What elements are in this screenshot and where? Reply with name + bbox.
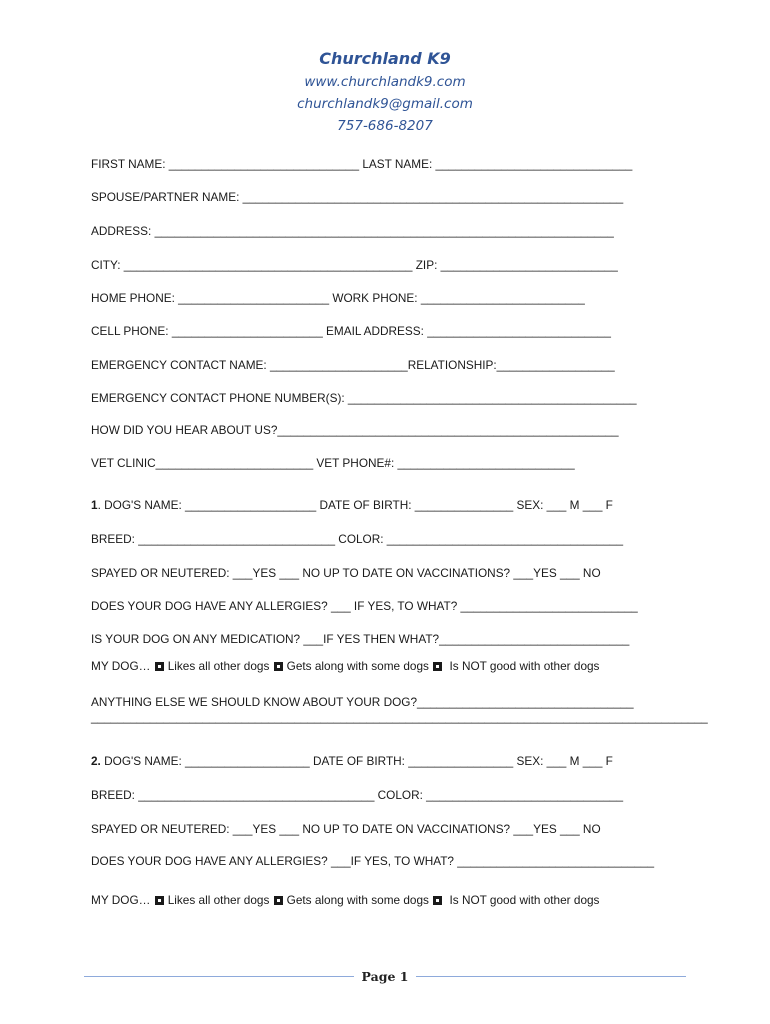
first-last-name-line[interactable]: FIRST NAME: _____________________________ LAST NAME: ______________________________	[91, 157, 633, 171]
cell-email-line[interactable]: CELL PHONE: _______________________ EMAIL ADDRESS: ____________________________	[91, 324, 611, 338]
dog1-medication-line[interactable]: IS YOUR DOG ON ANY MEDICATION? ___IF YES THEN WHAT?_____________________________	[91, 632, 630, 646]
emergency-phone-line[interactable]: EMERGENCY CONTACT PHONE NUMBER(S): ____________________________________________	[91, 391, 637, 405]
anything-else-line[interactable]: ANYTHING ELSE WE SHOULD KNOW ABOUT YOUR DOG?_________________________________	[91, 695, 634, 709]
vet-clinic-line[interactable]: VET CLINIC________________________ VET PHONE#: ___________________________	[91, 456, 575, 470]
checkbox-icon[interactable]	[433, 896, 442, 905]
dog2-option-not-good: Is NOT good with other dogs	[449, 893, 600, 907]
anything-else-continuation-line[interactable]: ______________________________________________________________________________________________	[91, 710, 708, 724]
dog1-name-line[interactable]	[91, 498, 613, 512]
checkbox-icon[interactable]	[155, 896, 164, 905]
city-zip-line[interactable]: CITY: ____________________________________________ ZIP: ___________________________	[91, 258, 618, 272]
dog2-mydog-label: MY DOG…	[91, 893, 151, 907]
dog2-number: 2.	[91, 754, 101, 768]
dog2-option-likes: Likes all other dogs	[167, 893, 270, 907]
dog2-temperament-line	[91, 893, 599, 907]
dog2-option-some: Gets along with some dogs	[286, 893, 429, 907]
dog2-name-fields[interactable]: DOG'S NAME: ___________________ DATE OF BIRTH: ________________ SEX: ___ M ___ F	[100, 754, 613, 768]
email-text: churchlandk9@gmail.com	[297, 96, 473, 112]
spouse-name-line[interactable]: SPOUSE/PARTNER NAME: __________________________________________________________	[91, 190, 624, 204]
checkbox-icon[interactable]	[274, 662, 283, 671]
dog2-allergies-line[interactable]: DOES YOUR DOG HAVE ANY ALLERGIES? ___IF YES, TO WHAT? ______________________________	[91, 854, 655, 868]
home-work-phone-line[interactable]: HOME PHONE: _______________________ WORK PHONE: _________________________	[91, 291, 585, 305]
checkbox-icon[interactable]	[274, 896, 283, 905]
business-name: Churchland K9	[319, 49, 451, 68]
dog1-allergies-line[interactable]: DOES YOUR DOG HAVE ANY ALLERGIES? ___ IF YES, TO WHAT? ___________________________	[91, 599, 638, 613]
checkbox-icon[interactable]	[433, 662, 442, 671]
dog1-spayed-line[interactable]: SPAYED OR NEUTERED: ___YES ___ NO UP TO DATE ON VACCINATIONS? ___YES ___ NO	[91, 566, 601, 580]
dog1-option-some: Gets along with some dogs	[286, 659, 429, 673]
dog1-number: 1	[91, 498, 98, 512]
checkbox-icon[interactable]	[155, 662, 164, 671]
dog2-breed-line[interactable]: BREED: ____________________________________ COLOR: ______________________________	[91, 788, 624, 802]
address-line[interactable]: ADDRESS: ______________________________________________________________________	[91, 224, 614, 238]
website-text: www.churchlandk9.com	[304, 74, 466, 90]
hear-about-us-line[interactable]: HOW DID YOU HEAR ABOUT US?____________________________________________________	[91, 423, 619, 437]
dog1-option-likes: Likes all other dogs	[167, 659, 270, 673]
dog1-temperament-line	[91, 659, 599, 673]
dog1-name-fields[interactable]: . DOG'S NAME: ____________________ DATE OF BIRTH: _______________ SEX: ___ M ___ F	[97, 498, 613, 512]
page-number: Page 1	[361, 969, 409, 984]
dog1-option-not-good: Is NOT good with other dogs	[449, 659, 600, 673]
dog1-mydog-label: MY DOG…	[91, 659, 151, 673]
dog1-breed-line[interactable]: BREED: ______________________________ COLOR: ____________________________________	[91, 532, 624, 546]
dog2-spayed-line[interactable]: SPAYED OR NEUTERED: ___YES ___ NO UP TO DATE ON VACCINATIONS? ___YES ___ NO	[91, 822, 601, 836]
phone-text: 757-686-8207	[337, 118, 433, 134]
emergency-contact-line[interactable]: EMERGENCY CONTACT NAME: _____________________RELATIONSHIP:__________________	[91, 358, 615, 372]
dog2-name-line[interactable]	[91, 754, 613, 768]
